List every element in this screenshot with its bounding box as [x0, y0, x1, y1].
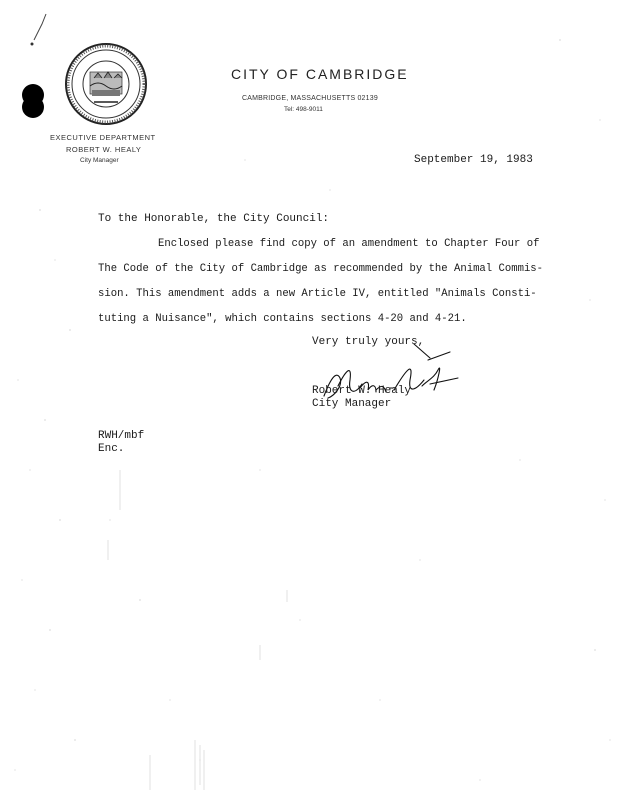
city-title: CITY OF CAMBRIDGE	[231, 66, 409, 82]
department-name: EXECUTIVE DEPARTMENT	[50, 133, 156, 142]
signer-title: City Manager	[312, 398, 392, 410]
city-address: CAMBRIDGE, MASSACHUSETTS 02139	[242, 95, 378, 102]
body-line: tuting a Nuisance", which contains sections 4-20 and 4-21.	[98, 313, 467, 325]
binder-hole	[22, 96, 44, 118]
closing: Very truly yours,	[312, 336, 425, 348]
body-line: The Code of the City of Cambridge as recommended by the Animal Commis-	[98, 263, 544, 275]
letter-date: September 19, 1983	[414, 154, 533, 166]
reference-initials: RWH/mbf	[98, 430, 145, 442]
department-title: City Manager	[80, 157, 119, 164]
salutation: To the Honorable, the City Council:	[98, 213, 330, 225]
city-seal-icon	[64, 42, 148, 126]
corner-mark	[28, 10, 52, 50]
enclosure-note: Enc.	[98, 443, 125, 455]
body-line: Enclosed please find copy of an amendment to Chapter Four of	[158, 238, 540, 250]
city-telephone: Tel: 498-9011	[284, 106, 323, 113]
body-line: sion. This amendment adds a new Article IV, entitled "Animals Consti-	[98, 288, 537, 300]
signer-name: Robert W. Healy	[312, 385, 412, 397]
department-person: ROBERT W. HEALY	[66, 145, 142, 154]
